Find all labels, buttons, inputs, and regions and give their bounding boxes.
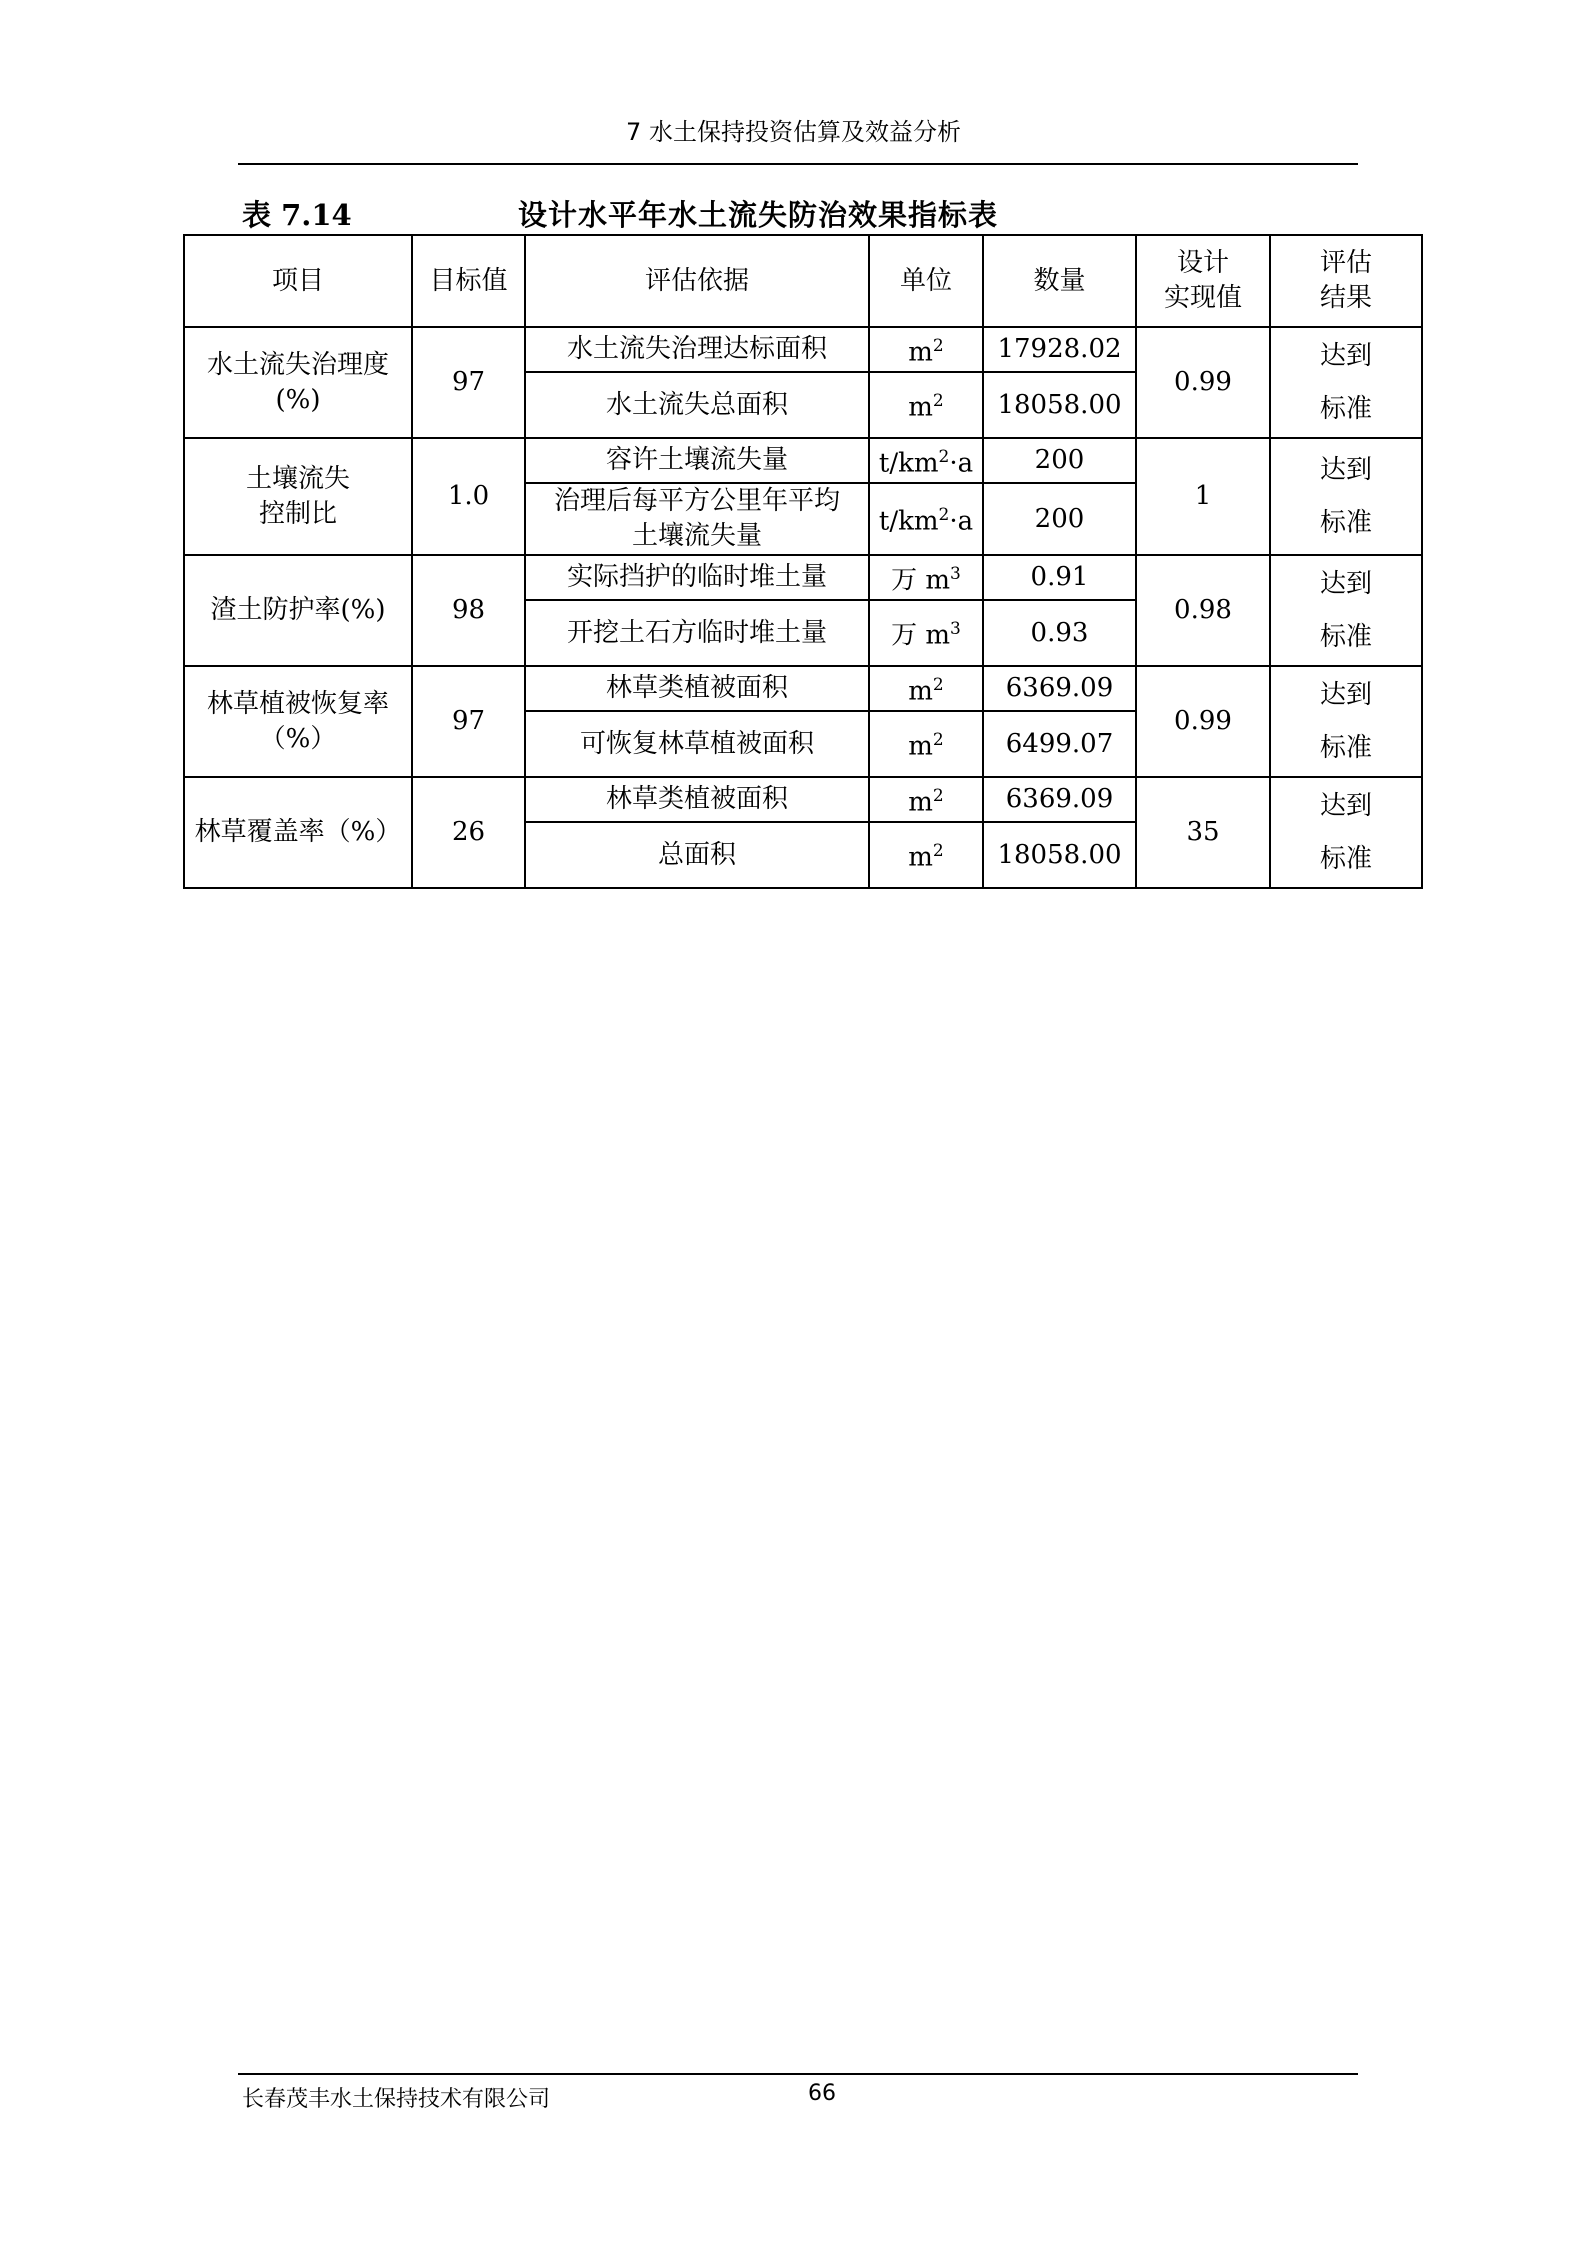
cell-basis-line-1: 总面积 xyxy=(657,839,736,870)
cell-target: 98 xyxy=(412,555,525,666)
cell-result xyxy=(1270,327,1422,438)
cell-basis-line-1: 林草类植被面积 xyxy=(605,673,788,703)
cell-quantity: 200 xyxy=(983,483,1136,555)
cell-result xyxy=(1270,438,1422,555)
unit-exponent: 2 xyxy=(932,391,944,412)
cell-result-line-2: 标准 xyxy=(1319,621,1372,652)
cell-result xyxy=(1270,666,1422,777)
cell-unit xyxy=(869,555,983,600)
footer-rule xyxy=(238,2073,1358,2075)
cell-quantity: 17928.02 xyxy=(983,327,1136,372)
cell-target: 1.0 xyxy=(412,438,525,555)
cell-quantity: 6369.09 xyxy=(983,777,1136,822)
cell-unit xyxy=(869,666,983,711)
cell-design-value: 1 xyxy=(1136,438,1270,555)
cell-item xyxy=(184,666,412,777)
cell-basis-line-1: 容许土壤流失量 xyxy=(605,445,788,475)
cell-item-line-2: (%) xyxy=(275,384,321,415)
unit-base: 万 m xyxy=(891,565,951,596)
unit-tail: ·a xyxy=(949,448,974,479)
cell-basis-line-1: 治理后每平方公里年平均 xyxy=(553,486,840,516)
cell-result-line-1: 达到 xyxy=(1319,454,1372,485)
unit-base: m xyxy=(908,731,933,762)
header-item: 项目 xyxy=(184,235,412,327)
page-number: 66 xyxy=(808,2081,836,2106)
table-header-row xyxy=(184,235,1422,327)
cell-item-line-1: 渣土防护率(%) xyxy=(210,595,386,625)
cell-unit xyxy=(869,777,983,822)
header-unit: 单位 xyxy=(869,235,983,327)
unit-base: m xyxy=(908,337,933,368)
cell-design-value: 0.99 xyxy=(1136,666,1270,777)
header-result xyxy=(1270,235,1422,327)
unit-exponent: 3 xyxy=(950,563,961,584)
cell-item-line-1: 水土流失治理度 xyxy=(206,349,389,380)
cell-target: 97 xyxy=(412,327,525,438)
cell-item xyxy=(184,777,412,888)
cell-quantity: 0.91 xyxy=(983,555,1136,600)
cell-basis-line-1: 水土流失治理达标面积 xyxy=(566,334,827,364)
table-row xyxy=(184,777,1422,822)
table-body xyxy=(184,327,1422,888)
cell-basis xyxy=(525,822,869,888)
header-result-line-2: 结果 xyxy=(1319,283,1372,313)
cell-item xyxy=(184,438,412,555)
cell-result-line-2: 标准 xyxy=(1319,393,1372,424)
cell-basis xyxy=(525,372,869,438)
cell-item xyxy=(184,327,412,438)
cell-unit xyxy=(869,438,983,483)
header-basis: 评估依据 xyxy=(525,235,869,327)
cell-basis-line-1: 实际挡护的临时堆土量 xyxy=(566,562,827,592)
unit-base: m xyxy=(908,842,933,873)
table-row xyxy=(184,555,1422,600)
cell-basis-line-1: 开挖土石方临时堆土量 xyxy=(566,617,827,648)
cell-item-line-2: （%） xyxy=(259,723,337,754)
cell-result-line-1: 达到 xyxy=(1319,340,1372,371)
cell-basis xyxy=(525,555,869,600)
cell-result-line-2: 标准 xyxy=(1319,843,1372,874)
cell-unit xyxy=(869,600,983,666)
cell-unit xyxy=(869,822,983,888)
cell-item xyxy=(184,555,412,666)
unit-base: t/km xyxy=(878,448,939,479)
cell-unit xyxy=(869,372,983,438)
cell-target: 26 xyxy=(412,777,525,888)
cell-basis-line-1: 林草类植被面积 xyxy=(605,784,788,814)
cell-result-line-1: 达到 xyxy=(1319,679,1372,710)
cell-design-value: 0.98 xyxy=(1136,555,1270,666)
table-row xyxy=(184,666,1422,711)
cell-unit xyxy=(869,327,983,372)
header-design-line-2: 实现值 xyxy=(1163,283,1242,313)
table-row xyxy=(184,438,1422,483)
unit-exponent: 2 xyxy=(932,785,944,806)
unit-exponent: 2 xyxy=(932,841,944,862)
header-rule xyxy=(238,163,1358,165)
cell-result-line-2: 标准 xyxy=(1319,507,1372,538)
unit-exponent: 2 xyxy=(932,674,944,695)
cell-item-line-1: 林草覆盖率（%） xyxy=(194,817,402,847)
unit-exponent: 2 xyxy=(932,730,944,751)
cell-quantity: 18058.00 xyxy=(983,372,1136,438)
running-header: 7 水土保持投资估算及效益分析 xyxy=(626,118,961,146)
cell-result xyxy=(1270,777,1422,888)
cell-result-line-1: 达到 xyxy=(1319,568,1372,599)
cell-basis-line-1: 可恢复林草植被面积 xyxy=(579,728,814,759)
table-title: 设计水平年水土流失防治效果指标表 xyxy=(518,198,999,232)
header-result-line-1: 评估 xyxy=(1319,248,1372,278)
cell-item-line-1: 土壤流失 xyxy=(245,463,350,494)
header-design-line-1: 设计 xyxy=(1176,248,1229,278)
unit-exponent: 2 xyxy=(938,505,950,526)
cell-quantity: 200 xyxy=(983,438,1136,483)
cell-unit xyxy=(869,483,983,555)
cell-result-line-2: 标准 xyxy=(1319,732,1372,763)
effect-indicator-table xyxy=(183,234,1423,889)
cell-quantity: 6369.09 xyxy=(983,666,1136,711)
cell-quantity: 6499.07 xyxy=(983,711,1136,777)
unit-base: 万 m xyxy=(891,620,951,651)
unit-tail: ·a xyxy=(949,506,974,537)
cell-basis xyxy=(525,438,869,483)
cell-basis xyxy=(525,483,869,555)
cell-basis xyxy=(525,711,869,777)
cell-design-value: 35 xyxy=(1136,777,1270,888)
unit-exponent: 2 xyxy=(938,446,950,467)
cell-basis xyxy=(525,327,869,372)
cell-item-line-1: 林草植被恢复率 xyxy=(206,688,389,719)
header-quantity: 数量 xyxy=(983,235,1136,327)
cell-target: 97 xyxy=(412,666,525,777)
header-design-value xyxy=(1136,235,1270,327)
cell-item-line-2: 控制比 xyxy=(258,498,337,529)
cell-quantity: 0.93 xyxy=(983,600,1136,666)
cell-unit xyxy=(869,711,983,777)
cell-quantity: 18058.00 xyxy=(983,822,1136,888)
table-row xyxy=(184,327,1422,372)
unit-base: m xyxy=(908,787,933,818)
cell-result xyxy=(1270,555,1422,666)
unit-base: m xyxy=(908,676,933,707)
cell-basis xyxy=(525,666,869,711)
cell-basis xyxy=(525,777,869,822)
unit-base: m xyxy=(908,392,933,423)
unit-exponent: 2 xyxy=(932,335,944,356)
unit-base: t/km xyxy=(878,506,939,537)
header-target: 目标值 xyxy=(412,235,525,327)
cell-design-value: 0.99 xyxy=(1136,327,1270,438)
table-number: 表 7.14 xyxy=(242,198,352,232)
cell-basis xyxy=(525,600,869,666)
cell-result-line-1: 达到 xyxy=(1319,790,1372,821)
cell-basis-line-1: 水土流失总面积 xyxy=(605,389,788,420)
cell-basis-line-2: 土壤流失量 xyxy=(631,521,762,551)
unit-exponent: 3 xyxy=(950,619,961,640)
footer-company: 长春茂丰水土保持技术有限公司 xyxy=(242,2087,551,2112)
